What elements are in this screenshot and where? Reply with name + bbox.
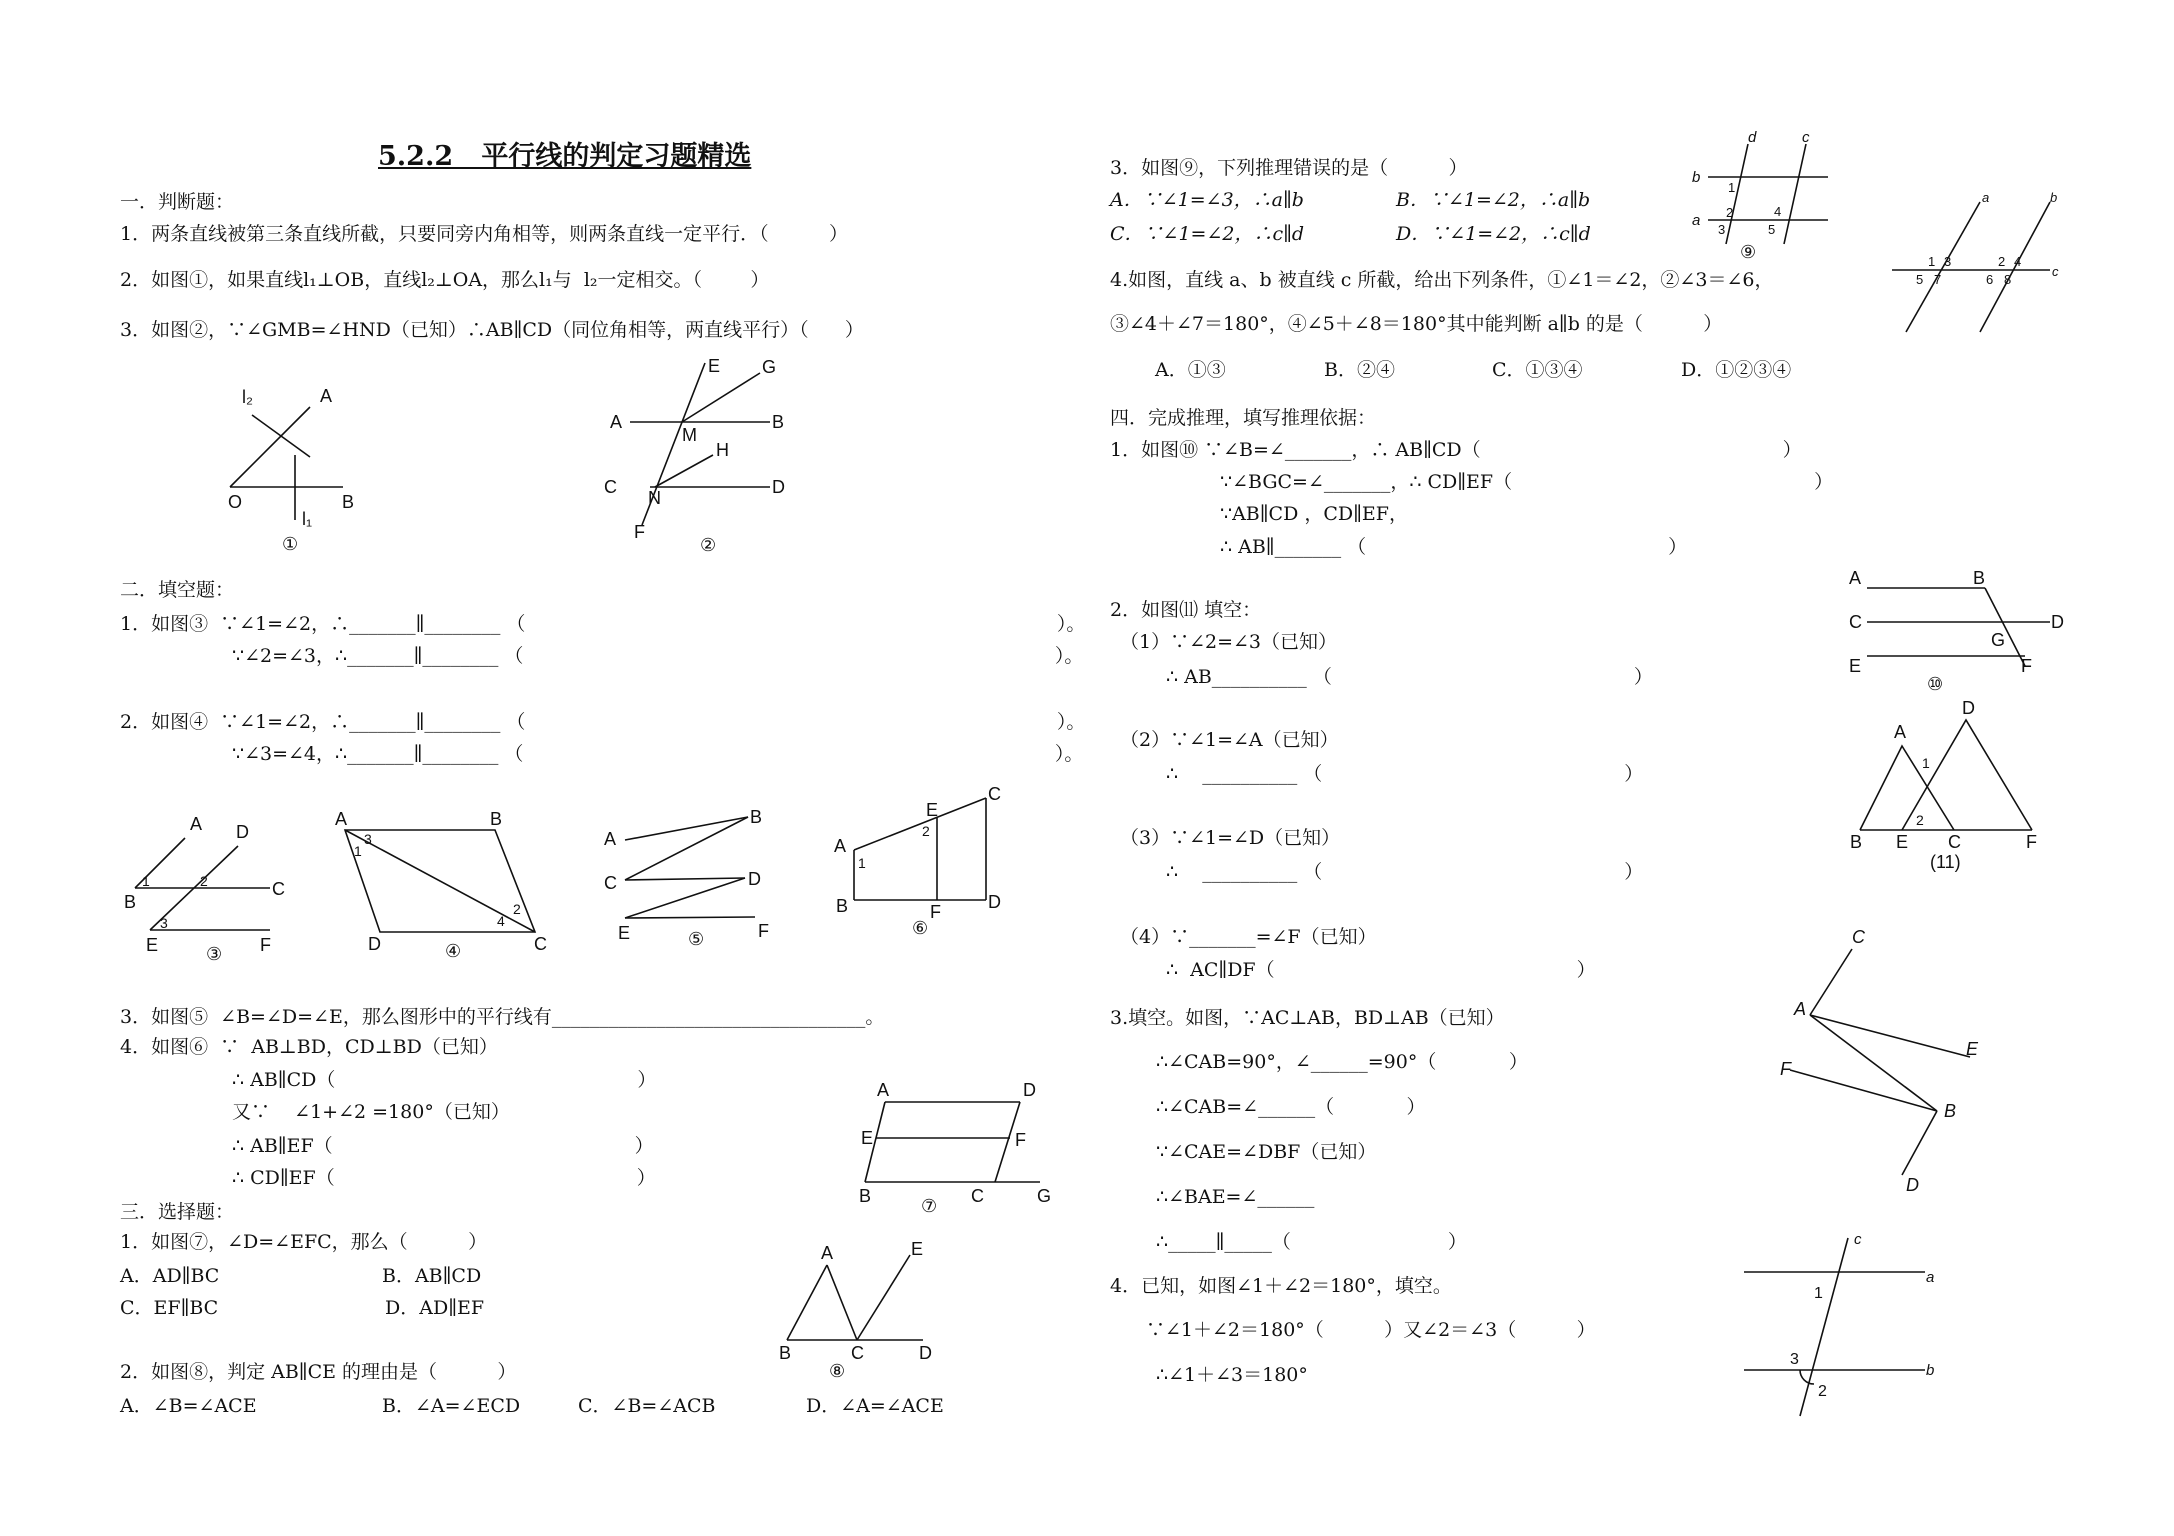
figure-caption: ⑩ [1927,674,1944,694]
diagonal-ac [345,830,535,932]
label: B [750,807,763,827]
figure-1 [220,380,380,564]
label: 2 [1818,1383,1827,1400]
question-text: ∴∠1＋∠3＝180° [1156,1364,1308,1386]
label: A [320,386,333,406]
section-heading-reasoning: 四．完成推理，填写推理依据： [1110,407,1377,429]
section-heading-fill: 二．填空题： [120,579,235,601]
question-text: ∵∠3=∠4，∴_______∥________ （ ）。 [232,743,1084,765]
option-text: B．∵∠1=∠2，∴a∥b [1396,189,1591,211]
label: 2 [1916,812,1924,828]
label: 6 [1986,272,1994,287]
label: a [1692,212,1701,229]
question-text: 1．如图⑦，∠D=∠EFC，那么（ ） [120,1231,488,1253]
label: 3 [1944,254,1952,269]
question-text: 2．如图⑧，判定 AB∥CE 的理由是（ ） [120,1361,517,1383]
option-text: A．①③ [1155,359,1226,381]
label: c [2052,264,2059,279]
question-text: 3．如图⑨，下列推理错误的是（ ） [1110,157,1468,179]
question-text: 4．已知，如图∠1＋∠2＝180°，填空。 [1110,1275,1452,1297]
question-text: ∴ AB__________ （ ） [1166,666,1653,688]
question-text: 4.如图，直线 a、b 被直线 c 所截，给出下列条件，①∠1＝∠2，②∠3＝∠6， [1110,269,1774,291]
question-text: 3．如图②，∵∠GMB=∠HND（已知）∴AB∥CD（同位角相等，两直线平行）（ ） [120,319,864,341]
line-cd [625,878,745,880]
figure-caption: ⑦ [921,1196,938,1216]
label: 2 [922,823,930,839]
question-text: 1．如图⑩ ∵∠B=∠_______，∴ AB∥CD（ ） [1110,439,1802,461]
line-ac [827,1265,857,1340]
question-text: 2．如图④ ∵∠1=∠2，∴_______∥________ （ ）。 [120,711,1086,733]
label: 5 [1768,222,1776,237]
line-de [625,878,745,918]
label: 3 [364,831,372,847]
label: E [1896,832,1909,852]
option-text: B．AB∥CD [382,1265,482,1287]
line-bc [625,817,748,880]
label: B [1944,1101,1957,1121]
line-ba [787,1265,827,1340]
label: c [1854,1231,1862,1248]
option-text: B．∠A=∠ECD [382,1395,521,1417]
page-title: 5.2.2 平行线的判定习题精选 [378,141,752,172]
label: G [762,357,777,377]
line-ce [857,1255,910,1340]
label: 4 [1774,204,1782,219]
label: 7 [1934,272,1942,287]
label: A [821,1243,834,1263]
question-text: ∴ __________ （ ） [1166,763,1644,785]
label: 1 [142,873,150,889]
label: b [1926,1362,1935,1379]
ray-bf [1790,1070,1937,1111]
question-text: 又∵ ∠1+∠2 =180°（已知） [232,1101,510,1123]
segment-ac [854,798,986,850]
label: B [836,896,849,916]
label: C [604,477,617,497]
label: 1 [858,855,866,871]
question-text: ∵∠CAE=∠DBF（已知） [1156,1141,1377,1163]
question-text: （1）∵∠2=∠3（已知） [1120,631,1338,653]
question-text: 1．两条直线被第三条直线所截，只要同旁内角相等，则两条直线一定平行．（ ） [120,223,848,245]
figure-4 [330,800,560,969]
label: D [919,1343,932,1363]
question-text: ③∠4＋∠7＝180°，④∠5＋∠8＝180°其中能判断 a∥b 的是（ ） [1110,313,1723,335]
figure-caption: ⑤ [688,929,705,949]
label: l₂ [242,387,253,407]
label: B [124,892,137,912]
label: B [490,809,503,829]
label: c [1802,129,1810,146]
label: F [260,935,271,955]
label: D [988,892,1001,912]
question-text: 4．如图⑥ ∵ AB⊥BD，CD⊥BD（已知） [120,1036,498,1058]
question-text: （4）∵_______=∠F（已知） [1120,926,1377,948]
question-text: ∴ CD∥EF（ ） [232,1167,656,1189]
label: E [911,1239,924,1259]
option-text: D．①②③④ [1681,359,1792,381]
label: C [604,873,617,893]
label: B [1973,568,1986,588]
label: D [748,869,761,889]
label: 3 [1718,222,1726,237]
label: A [190,814,203,834]
figure-5 [600,805,800,969]
label: E [861,1128,874,1148]
section-heading-choice: 三．选择题： [120,1201,235,1223]
label: A [877,1080,890,1100]
label: A [610,412,623,432]
label: A [1794,999,1807,1019]
figure-7 [855,1082,1065,1221]
question-text: ∴ AB∥CD（ ） [232,1069,657,1091]
label: D [2051,612,2064,632]
transversal [1985,588,2025,666]
label: C [534,934,547,954]
label: B [1850,832,1863,852]
ray-ac [1810,949,1852,1015]
option-text: C．∠B=∠ACB [578,1395,716,1417]
question-text: 2．如图①，如果直线l₁⊥OB，直线l₂⊥OA，那么l₁与 l₂一定相交。（ ） [120,269,770,291]
label: B [772,412,785,432]
option-text: B．②④ [1324,359,1395,381]
figure-caption: (11) [1930,852,1961,872]
label: G [1991,630,2006,650]
label: 2 [1998,254,2006,269]
question-text: 2．如图⑾ 填空： [1110,599,1262,621]
label: A [1849,568,1862,588]
option-text: D．∠A=∠ACE [806,1395,944,1417]
label: H [716,440,729,460]
label: E [618,923,631,943]
label: N [648,488,661,508]
line-c [1784,144,1806,244]
label: F [634,522,645,542]
figure-9 [1688,129,1858,271]
label: l₁ [302,509,313,529]
triangle-abc [1860,746,1954,830]
label: D [1906,1175,1919,1195]
option-text: C．EF∥BC [120,1297,219,1319]
label: C [1948,832,1961,852]
figure-caption: ④ [445,941,462,961]
line-oa [230,407,310,487]
label: 5 [1916,272,1924,287]
ray-bd [1902,1111,1937,1175]
line-l2 [252,415,310,457]
label: C [272,879,285,899]
label: C [851,1343,864,1363]
label: B [342,492,355,512]
ray-mg [682,373,760,422]
label: E [926,800,939,820]
label: 2 [1726,205,1734,220]
label: F [2021,656,2032,676]
figure-caption: ③ [206,944,223,964]
figure-11 [1846,698,2046,877]
label: A [1894,722,1907,742]
figure-8 [775,1235,955,1384]
question-text: ∵∠BGC=∠_______，∴ CD∥EF（ ） [1220,471,1834,493]
label: 3 [160,915,168,931]
label: a [1926,1269,1935,1286]
question-text: ∴_____∥_____（ ） [1156,1231,1467,1253]
label: 1 [1814,1285,1823,1302]
label: F [2026,832,2037,852]
option-text: D．∵∠1=∠2，∴c∥d [1396,223,1591,245]
label: 8 [2004,272,2012,287]
label: F [930,902,941,922]
question-text: ∵AB∥CD ，CD∥EF， [1220,503,1408,525]
question-text: ∵∠2=∠3，∴_______∥________ （ ）。 [232,645,1084,667]
label: C [971,1186,984,1206]
option-text: C．①③④ [1492,359,1583,381]
figure-caption: ⑧ [829,1361,846,1381]
label: F [758,921,769,941]
option-text: A．AD∥BC [120,1265,220,1287]
question-text: ∴∠CAB=∠______（ ） [1156,1096,1426,1118]
question-text: ∴ AC∥DF（ ） [1166,959,1596,981]
label: D [1023,1080,1036,1100]
label: D [236,822,249,842]
label: O [228,492,243,512]
label: B [779,1343,792,1363]
label: 4 [497,913,505,929]
option-text: D．AD∥EF [385,1297,485,1319]
label: F [1780,1059,1791,1079]
figure-3 [120,808,310,972]
line-a [1906,202,1980,332]
question-text: ∴ __________ （ ） [1166,861,1644,883]
label: D [1962,698,1975,718]
label: E [1849,656,1862,676]
option-text: A．∠B=∠ACE [120,1395,257,1417]
label: M [682,425,697,445]
label: E [708,356,721,376]
figure-angles-abc [1890,192,2060,346]
question-text: 1．如图③ ∵∠1=∠2，∴_______∥________ （ ）。 [120,613,1086,635]
label: A [604,829,617,849]
label: 1 [1728,180,1736,195]
figure-caption: ① [282,534,299,554]
label: C [1852,927,1865,947]
option-text: A．∵∠1=∠3，∴a∥b [1110,189,1304,211]
label: 1 [1922,755,1930,771]
option-text: C．∵∠1=∠2，∴c∥d [1110,223,1305,245]
label: E [1966,1039,1979,1059]
label: 1 [354,843,362,859]
question-text: ∴∠BAE=∠______ [1156,1186,1315,1208]
question-text: ∵∠1＋∠2＝180°（ ）又∠2＝∠3（ ） [1146,1319,1596,1341]
label: a [1982,190,1990,205]
question-text: ∴ AB∥EF（ ） [232,1135,654,1157]
label: 3 [1790,1351,1799,1368]
figure-caption: ② [700,535,717,555]
line-ef [625,917,755,918]
section-heading-judgement: 一．判断题： [120,191,235,213]
figure-12 [1740,1230,1940,1434]
label: F [1015,1130,1026,1150]
label: C [1849,612,1862,632]
label: G [1037,1186,1052,1206]
figure-caption: ⑨ [1740,242,1757,262]
label: D [368,934,381,954]
label: d [1748,129,1757,146]
question-text: ∴∠CAB=90°，∠______=90°（ ） [1156,1051,1528,1073]
figure-ca-eb [1770,925,1990,1199]
segment-ab [1810,1015,1937,1111]
ray-ae [1810,1015,1970,1057]
label: E [146,935,159,955]
question-text: 3．如图⑤ ∠B=∠D=∠E，那么图形中的平行线有_________________________________。 [120,1006,885,1028]
question-text: （2）∵∠1=∠A（已知） [1120,729,1339,751]
label: 2 [513,901,521,917]
figure-10 [1845,560,2075,704]
label: b [1692,169,1701,186]
question-text: 3.填空。如图，∵AC⊥AB，BD⊥AB（已知） [1110,1007,1505,1029]
figure-caption: ⑥ [912,918,929,938]
label: 1 [1928,254,1936,269]
label: 4 [2014,254,2022,269]
question-text: （3）∵∠1=∠D（已知） [1120,827,1341,849]
figure-2 [600,355,810,564]
label: b [2050,190,2058,205]
label: A [834,836,847,856]
figure-6 [830,780,1030,949]
label: B [859,1186,872,1206]
label: A [335,809,348,829]
label: 2 [200,873,208,889]
question-text: ∴ AB∥_______ （ ） [1220,536,1688,558]
label: C [988,784,1001,804]
label: D [772,477,785,497]
line-ab [625,817,748,840]
